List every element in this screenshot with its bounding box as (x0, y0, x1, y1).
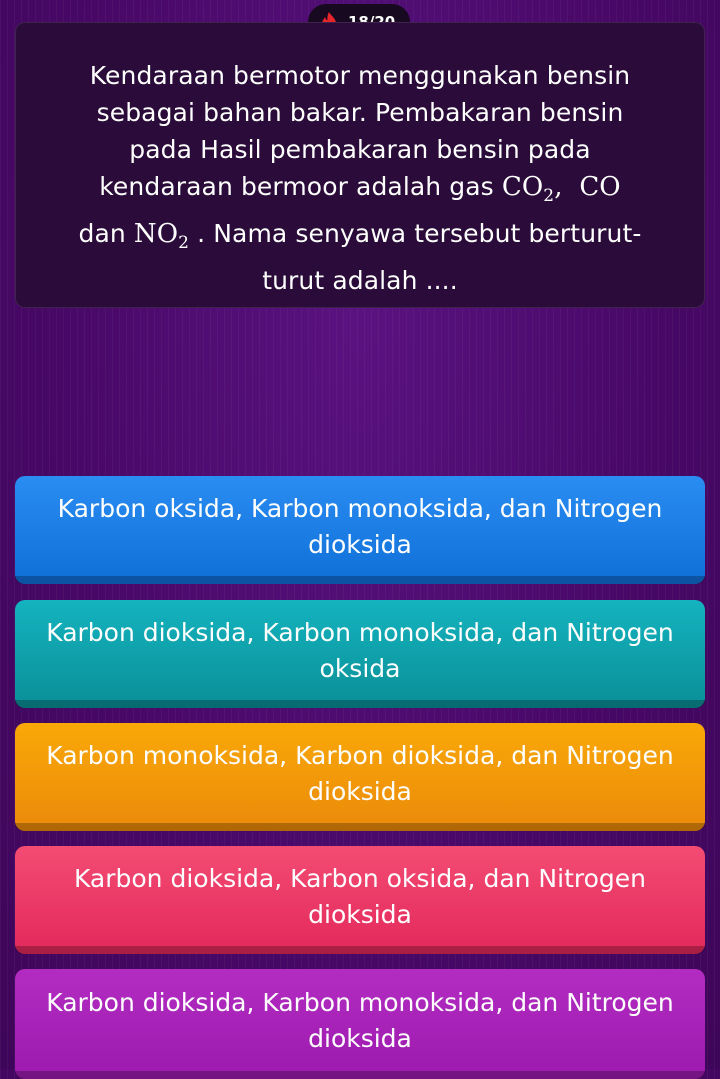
question-line (56, 215, 664, 262)
answer-option-e[interactable] (15, 969, 705, 1079)
question-line (56, 168, 664, 215)
answer-option-label: Karbon dioksida, Karbon monoksida, dan Nitrogen oksida (46, 618, 674, 683)
answer-option-c[interactable] (15, 723, 705, 831)
formula-co: CO (579, 172, 621, 202)
question-line: pada Hasil pembakaran bensin pada (129, 135, 591, 164)
answer-option-label: Karbon monoksida, Karbon dioksida, dan Nitrogen dioksida (46, 741, 674, 806)
answer-option-d[interactable] (15, 846, 705, 954)
question-card (15, 22, 705, 308)
question-line: Kendaraan bermotor menggunakan bensin (89, 61, 631, 90)
answer-option-a[interactable] (15, 476, 705, 584)
question-text-fragment: dan (78, 219, 134, 249)
answer-option-label: Karbon dioksida, Karbon oksida, dan Nitrogen dioksida (73, 864, 647, 929)
question-text (56, 57, 664, 299)
question-line: sebagai bahan bakar. Pembakaran bensin (96, 98, 624, 127)
question-text-fragment: . Nama senyawa tersebut berturut- (189, 219, 642, 249)
formula-co2: $CO_2$, CO (501, 172, 621, 207)
answer-option-b[interactable] (15, 600, 705, 708)
formula-no2: $NO_2$ (133, 219, 190, 254)
question-text-fragment: kendaraan bermoor adalah gas (99, 172, 502, 201)
question-line: turut adalah .... (262, 266, 458, 296)
answer-option-label: Karbon oksida, Karbon monoksida, dan Nitrogen dioksida (57, 494, 663, 559)
answer-option-label: Karbon dioksida, Karbon monoksida, dan Nitrogen dioksida (46, 988, 674, 1053)
